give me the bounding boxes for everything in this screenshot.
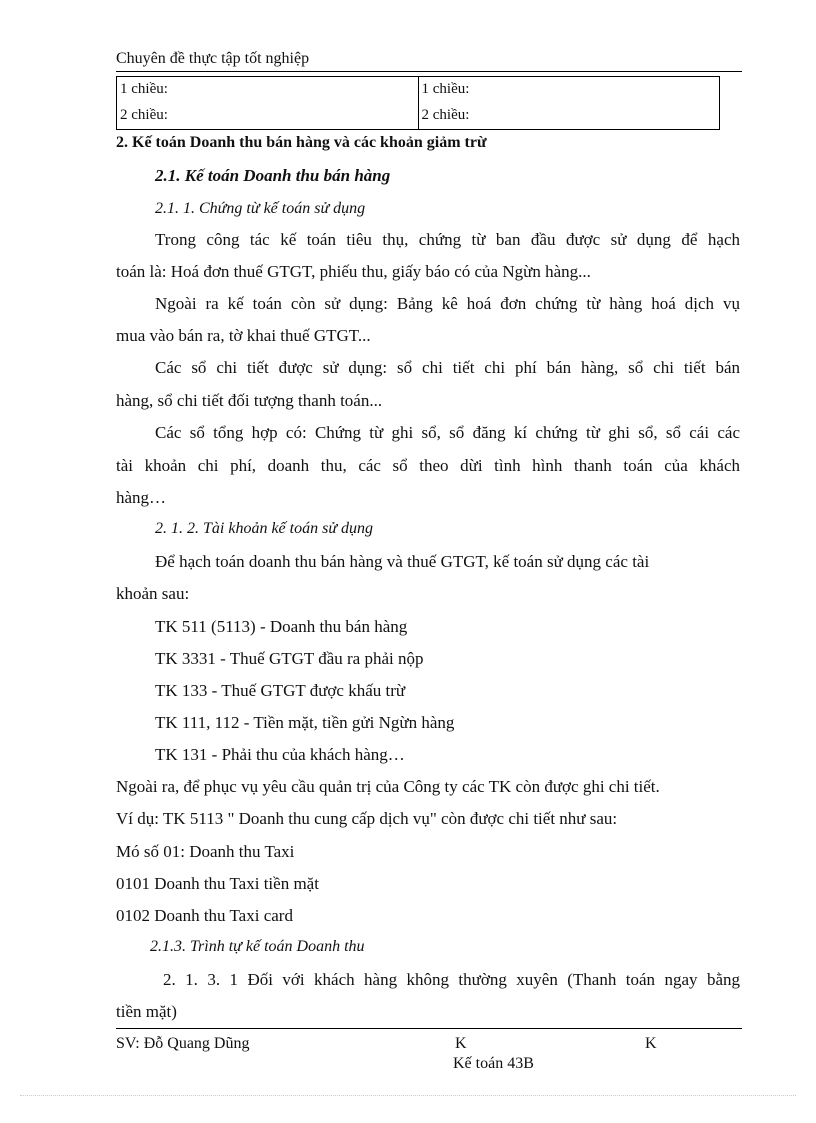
section-heading-2-1-2: 2. 1. 2. Tài khoản kế toán sử dụng bbox=[155, 520, 374, 537]
paragraph-line: Để hạch toán doanh thu bán hàng và thuế GTGT, kế toán sử dụng các tài bbox=[155, 552, 650, 571]
paragraph-line: Trong công tác kế toán tiêu thụ, chứng từ ban đầu được sử dụng để hạch bbox=[155, 230, 740, 249]
paragraph-line: 0102 Doanh thu Taxi card bbox=[116, 906, 293, 925]
section-heading-2: 2. Kế toán Doanh thu bán hàng và các khoản giảm trừ bbox=[116, 134, 487, 151]
account-item: TK 111, 112 - Tiền mặt, tiền gửi Ngừn hàng bbox=[155, 713, 455, 732]
table-row bbox=[117, 101, 720, 130]
paragraph-line: tiền mặt) bbox=[116, 1002, 177, 1021]
account-item: TK 133 - Thuế GTGT được khấu trừ bbox=[155, 681, 406, 700]
page-header-title: Chuyên đề thực tập tốt nghiệp bbox=[116, 50, 310, 67]
paragraph-line: Ngoài ra kế toán còn sử dụng: Bảng kê hoá đơn chứng từ hàng hoá dịch vụ bbox=[155, 294, 740, 313]
continuation-table bbox=[116, 76, 720, 130]
paragraph-line: 2. 1. 3. 1 Đối với khách hàng không thường xuyên (Thanh toán ngay bằng bbox=[163, 970, 740, 989]
section-heading-2-1-1: 2.1. 1. Chứng từ kế toán sử dụng bbox=[155, 200, 366, 217]
account-item: TK 3331 - Thuế GTGT đầu ra phải nộp bbox=[155, 649, 424, 668]
footer-student-name: SV: Đỗ Quang Dũng bbox=[116, 1035, 250, 1052]
footer-class: Kế toán 43B bbox=[453, 1055, 534, 1072]
table-cell: 2 chiều: bbox=[117, 101, 419, 130]
paragraph-line: hàng, sổ chi tiết đối tượng thanh toán... bbox=[116, 391, 383, 410]
table-cell: 2 chiều: bbox=[418, 101, 720, 130]
section-heading-2-1: 2.1. Kế toán Doanh thu bán hàng bbox=[155, 166, 391, 185]
table-cell: 1 chiều: bbox=[117, 77, 419, 102]
page-bottom-border bbox=[20, 1095, 796, 1096]
section-heading-2-1-3: 2.1.3. Trình tự kế toán Doanh thu bbox=[150, 938, 365, 955]
paragraph-line: Mó số 01: Doanh thu Taxi bbox=[116, 842, 295, 861]
paragraph-line: Ngoài ra, để phục vụ yêu cầu quản trị của Công ty các TK còn được ghi chi tiết. bbox=[116, 777, 660, 796]
account-item: TK 131 - Phải thu của khách hàng… bbox=[155, 745, 405, 764]
paragraph-line: tài khoản chi phí, doanh thu, các sổ theo dừi tình hình thanh toán của khách bbox=[116, 456, 740, 475]
paragraph-line: mua vào bán ra, tờ khai thuế GTGT... bbox=[116, 326, 371, 345]
account-item: TK 511 (5113) - Doanh thu bán hàng bbox=[155, 617, 408, 636]
paragraph-line: toán là: Hoá đơn thuế GTGT, phiếu thu, giấy báo có của Ngừn hàng... bbox=[116, 262, 591, 281]
paragraph-line: khoản sau: bbox=[116, 584, 190, 603]
paragraph-line: Ví dụ: TK 5113 " Doanh thu cung cấp dịch vụ" còn được chi tiết như sau: bbox=[116, 809, 618, 828]
paragraph-line: Các sổ tổng hợp có: Chứng từ ghi sổ, sổ đăng kí chứng từ ghi sổ, sổ cái các bbox=[155, 423, 740, 442]
table-cell: 1 chiều: bbox=[418, 77, 720, 102]
paragraph-line: Các sổ chi tiết được sử dụng: sổ chi tiết chi phí bán hàng, sổ chi tiết bán bbox=[155, 358, 740, 377]
footer-k-mark: K bbox=[645, 1035, 657, 1052]
header-divider bbox=[116, 71, 742, 72]
table-row bbox=[117, 77, 720, 102]
footer-k-mark: K bbox=[455, 1035, 467, 1052]
footer-divider bbox=[116, 1028, 742, 1029]
paragraph-line: hàng… bbox=[116, 488, 167, 507]
paragraph-line: 0101 Doanh thu Taxi tiền mặt bbox=[116, 874, 319, 893]
